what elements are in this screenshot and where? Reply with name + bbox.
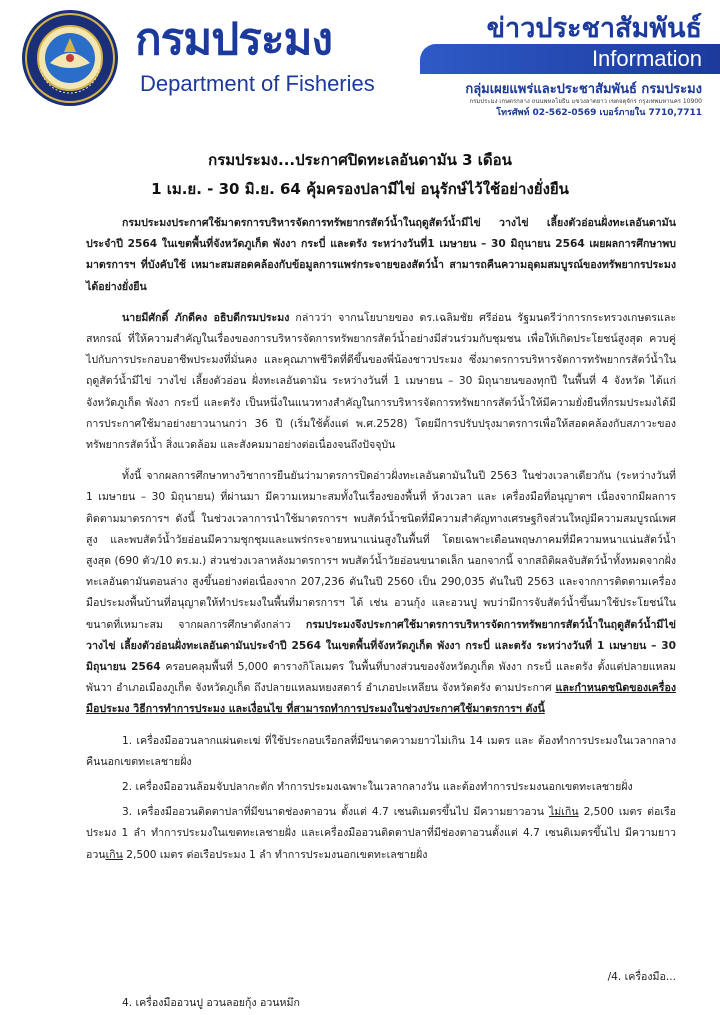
department-seal-icon [20, 8, 120, 108]
news-title: ข่าวประชาสัมพันธ์ [486, 13, 702, 44]
headline-line-1: กรมประมง...ประกาศปิดทะเลอันดามัน 3 เดือน [208, 151, 512, 169]
list-item: 2. เครื่องมืออวนล้อมจับปลากะตัก ทำการประมงเฉพาะในเวลากลางวัน และต้องทำการประมงนอกเขตทะเลชายฝั่ง [122, 781, 633, 794]
brand-english-name: Department of Fisheries [140, 71, 375, 96]
paragraph-2 [86, 308, 676, 456]
list-item [86, 802, 676, 866]
continued-marker: /4. เครื่องมือ... [607, 971, 676, 983]
paragraph-2-text: กล่าวว่า จากนโยบายของ ดร.เฉลิมชัย ศรีอ่อน รัฐมนตรีว่าการกระทรวงเกษตรและสหกรณ์ ที่ให้ความสำคัญในเรื่องของการบริหารจัดการทรัพยากรสัตว์น้ำอย่างมีส่วนร่วมกับชุมชน เพื่อให้เกิดประโยชน์สูงสุด ควบคู่ไปกับการประกอบอาชีพประมงที่มั่นคง และคุณภาพชีวิตที่ดีขึ้นของพี่น้องชาวประมง ซึ่งมาตรการบริหารจัดการทรัพยากรสัตว์น้ำในฤดูสัตว์น้ำมีไข่ วางไข่ เลี้ยงตัวอ่อน ฝั่งทะเลอันดามัน ระหว่างวันที่ 1 เมษายน – 30 มิถุนายนของทุกปี ในพื้นที่ 4 จังหวัด ได้แก่ จังหวัดภูเก็ต พังงา กระบี่ และตรัง เป็นหนึ่งในแนวทางสำคัญในการบริหารจัดการทรัพยากรสัตว์น้ำให้มีความยั่งยืนที่กรมประมงได้มีการประกาศใช้มาอย่างยาวนานกว่า 36 ปี (เริ่มใช้ตั้งแต่ พ.ศ.2528) โดยมีการปรับปรุงมาตรการเพื่อให้สอดคล้องกับสภาวะของทรัพยากรสัตว์น้ำ สิ่งแวดล้อม และสังคมมาอย่างต่อเนื่องจนถึงปัจจุบัน [86, 311, 677, 452]
paragraph-3-text: ทั้งนี้ จากผลการศึกษาทางวิชาการยืนยันว่ามาตรการปิดอ่าวฝั่งทะเลอันดามันในปี 2563 ในช่วงเวลาเดียวกัน (ระหว่างวันที่ 1 เมษายน – 30 มิถุนายน) ที่ผ่านมา มีความเหมาะสมทั้งในเรื่องของพื้นที่ ห้วงเวลา และ เครื่องมือที่อนุญาตฯ เนื่องจากมีผลการติดตามมาตรการฯ ดังนี้ ในช่วงเวลาการนำใช้มาตรการฯ พบสัตว์น้ำชนิดที่มีความสำคัญทางเศรษฐกิจส่วนใหญ่มีความสมบูรณ์เพศสูง และพบสัตว์น้ำวัยอ่อนมีความชุกชุมและแพร่กระจายหนาแน่นสูงในพื้นที่ โดยเฉพาะเดือนพฤษภาคมที่มีความหนาแน่นสัตว์น้ำสูงสุด (690 ตัว/10 ตร.ม.) ส่วนช่วงเวลาหลังมาตรการฯ พบสัตว์น้ำวัยอ่อนขนาดเล็ก นอกจากนี้ จากสถิติผลจับสัตว์น้ำทั้งหมดจากฝั่งทะเลอันดามันตอนล่าง สูงขึ้นอย่างต่อเนื่องจาก 207,236 ตันในปี 2560 เป็น 290,035 ตันในปี 2563 และจากการติดตามเครื่องมือประมงพื้นบ้านที่อนุญาตให้ทำประมงในพื้นที่มาตรการฯ ได้ เช่น อวนกุ้ง และอวนปู พบว่ามีการจับสัตว์น้ำขึ้นมาใช้ประโยชน์ในขนาดที่เหมาะสม จากผลการศึกษาดังกล่าว [86, 470, 676, 631]
list-item-underlined: เกิน [105, 848, 123, 861]
news-block [420, 0, 720, 125]
paragraph-3 [86, 466, 676, 720]
unit-name: กลุ่มเผยแพร่และประชาสัมพันธ์ กรมประมง [465, 82, 702, 97]
info-bar [420, 44, 720, 74]
list-item-text: 2,500 เมตร ต่อเรือประมง 1 ลำ ทำการประมงนอกเขตทะเลชายฝั่ง [122, 848, 428, 861]
brand-thai-name: กรมประมง [135, 14, 332, 65]
paragraph-3-bold-underline: และกำหนดชนิดของเครื่องมือประมง วิธีการทำการประมง และเงื่อนไข ที่สามารถทำการประมงในช่วงประกาศใช้มาตรการฯ ดังนี้ [86, 682, 676, 716]
header-banner [0, 0, 720, 125]
paragraph-3-bold: กรมประมงจึงประกาศใช้มาตรการบริหารจัดการทรัพยากรสัตว์น้ำในฤดูสัตว์น้ำมีไข่ วางไข่ เลี้ยงตัวอ่อนฝั่งทะเลอันดามันประจำปี 2564 ในเขตพื้นที่จังหวัดภูเก็ต พังงา กระบี่ และตรัง ระหว่างวันที่ 1 เมษายน – 30 มิถุนายน 2564 [86, 618, 676, 674]
paragraph-3-text-2: ครอบคลุมพื้นที่ 5,000 ตารางกิโลเมตร ในพื้นที่บางส่วนของจังหวัดภูเก็ต พังงา กระบี่ และตรัง ตั้งแต่ปลายแหลมพันวา อำเภอเมืองภูเก็ต จังหวัดภูเก็ต ถึงปลายแหลมหยงสตาร์ อำเภอปะเหลียน จังหวัดตรัง ตามประกาศ [86, 661, 676, 695]
paragraph-2-lead: นายมีศักดิ์ ภักดีคง อธิบดีกรมประมง [122, 311, 290, 324]
unit-address: กรมประมง เกษตรกลาง ถนนพหลโยธิน แขวงลาดยาว เขตจตุจักร กรุงเทพมหานคร 10900 [469, 98, 702, 105]
press-body [86, 213, 676, 870]
unit-phone: โทรศัพท์ 02-562-0569 เบอร์ภายใน 7710,7711 [496, 108, 702, 118]
list-item: 4. เครื่องมืออวนปู อวนลอยกุ้ง อวนหมึก [122, 997, 300, 1009]
intro-paragraph: กรมประมงประกาศใช้มาตรการบริหารจัดการทรัพยากรสัตว์น้ำในฤดูสัตว์น้ำมีไข่ วางไข่ เลี้ยงตัวอ่อนฝั่งทะเลอันดามันประจำปี 2564 ในเขตพื้นที่จังหวัดภูเก็ต พังงา กระบี่ และตรัง ระหว่างวันที่1 เมษายน – 30 มิถุนายน 2564 เผยผลการศึกษาพบมาตรการฯ ที่บังคับใช้ เหมาะสมสอดคล้องกับข้อมูลการแพร่กระจายของสัตว์น้ำ สามารถคืนความอุดมสมบูรณ์ของทรัพยากรประมงได้อย่างยั่งยืน [86, 217, 676, 293]
list-item-underlined: ไม่เกิน [548, 806, 579, 819]
list-item: 1. เครื่องมืออวนลากแผ่นตะเฆ่ ที่ใช้ประกอบเรือกลที่มีขนาดความยาวไม่เกิน 14 เมตร และ ต้องทำการประมงในเวลากลางคืนนอกเขตทะเลชายฝั่ง [86, 734, 676, 768]
press-headline [0, 146, 720, 204]
headline-line-2: 1 เม.ย. - 30 มิ.ย. 64 คุ้มครองปลามีไข่ อนุรักษ์ไว้ใช้อย่างยั่งยืน [151, 180, 569, 198]
info-label: Information [591, 46, 702, 71]
list-item-text: 3. เครื่องมืออวนติดตาปลาที่มีขนาดช่องตาอวน ตั้งแต่ 4.7 เซนติเมตรขึ้นไป มีความยาวอวน [122, 806, 549, 819]
list-item-text: 2,500 เมตร ต่อเรือประมง 1 ลำ ทำการประมงในเขตทะเลชายฝั่ง และเครื่องมืออวนติดตาปลาที่มีช่องตาอวนตั้งแต่ 4.7 เซนติเมตรขึ้นไป มีความยาวอวน [86, 806, 676, 861]
brand-block [0, 0, 440, 110]
